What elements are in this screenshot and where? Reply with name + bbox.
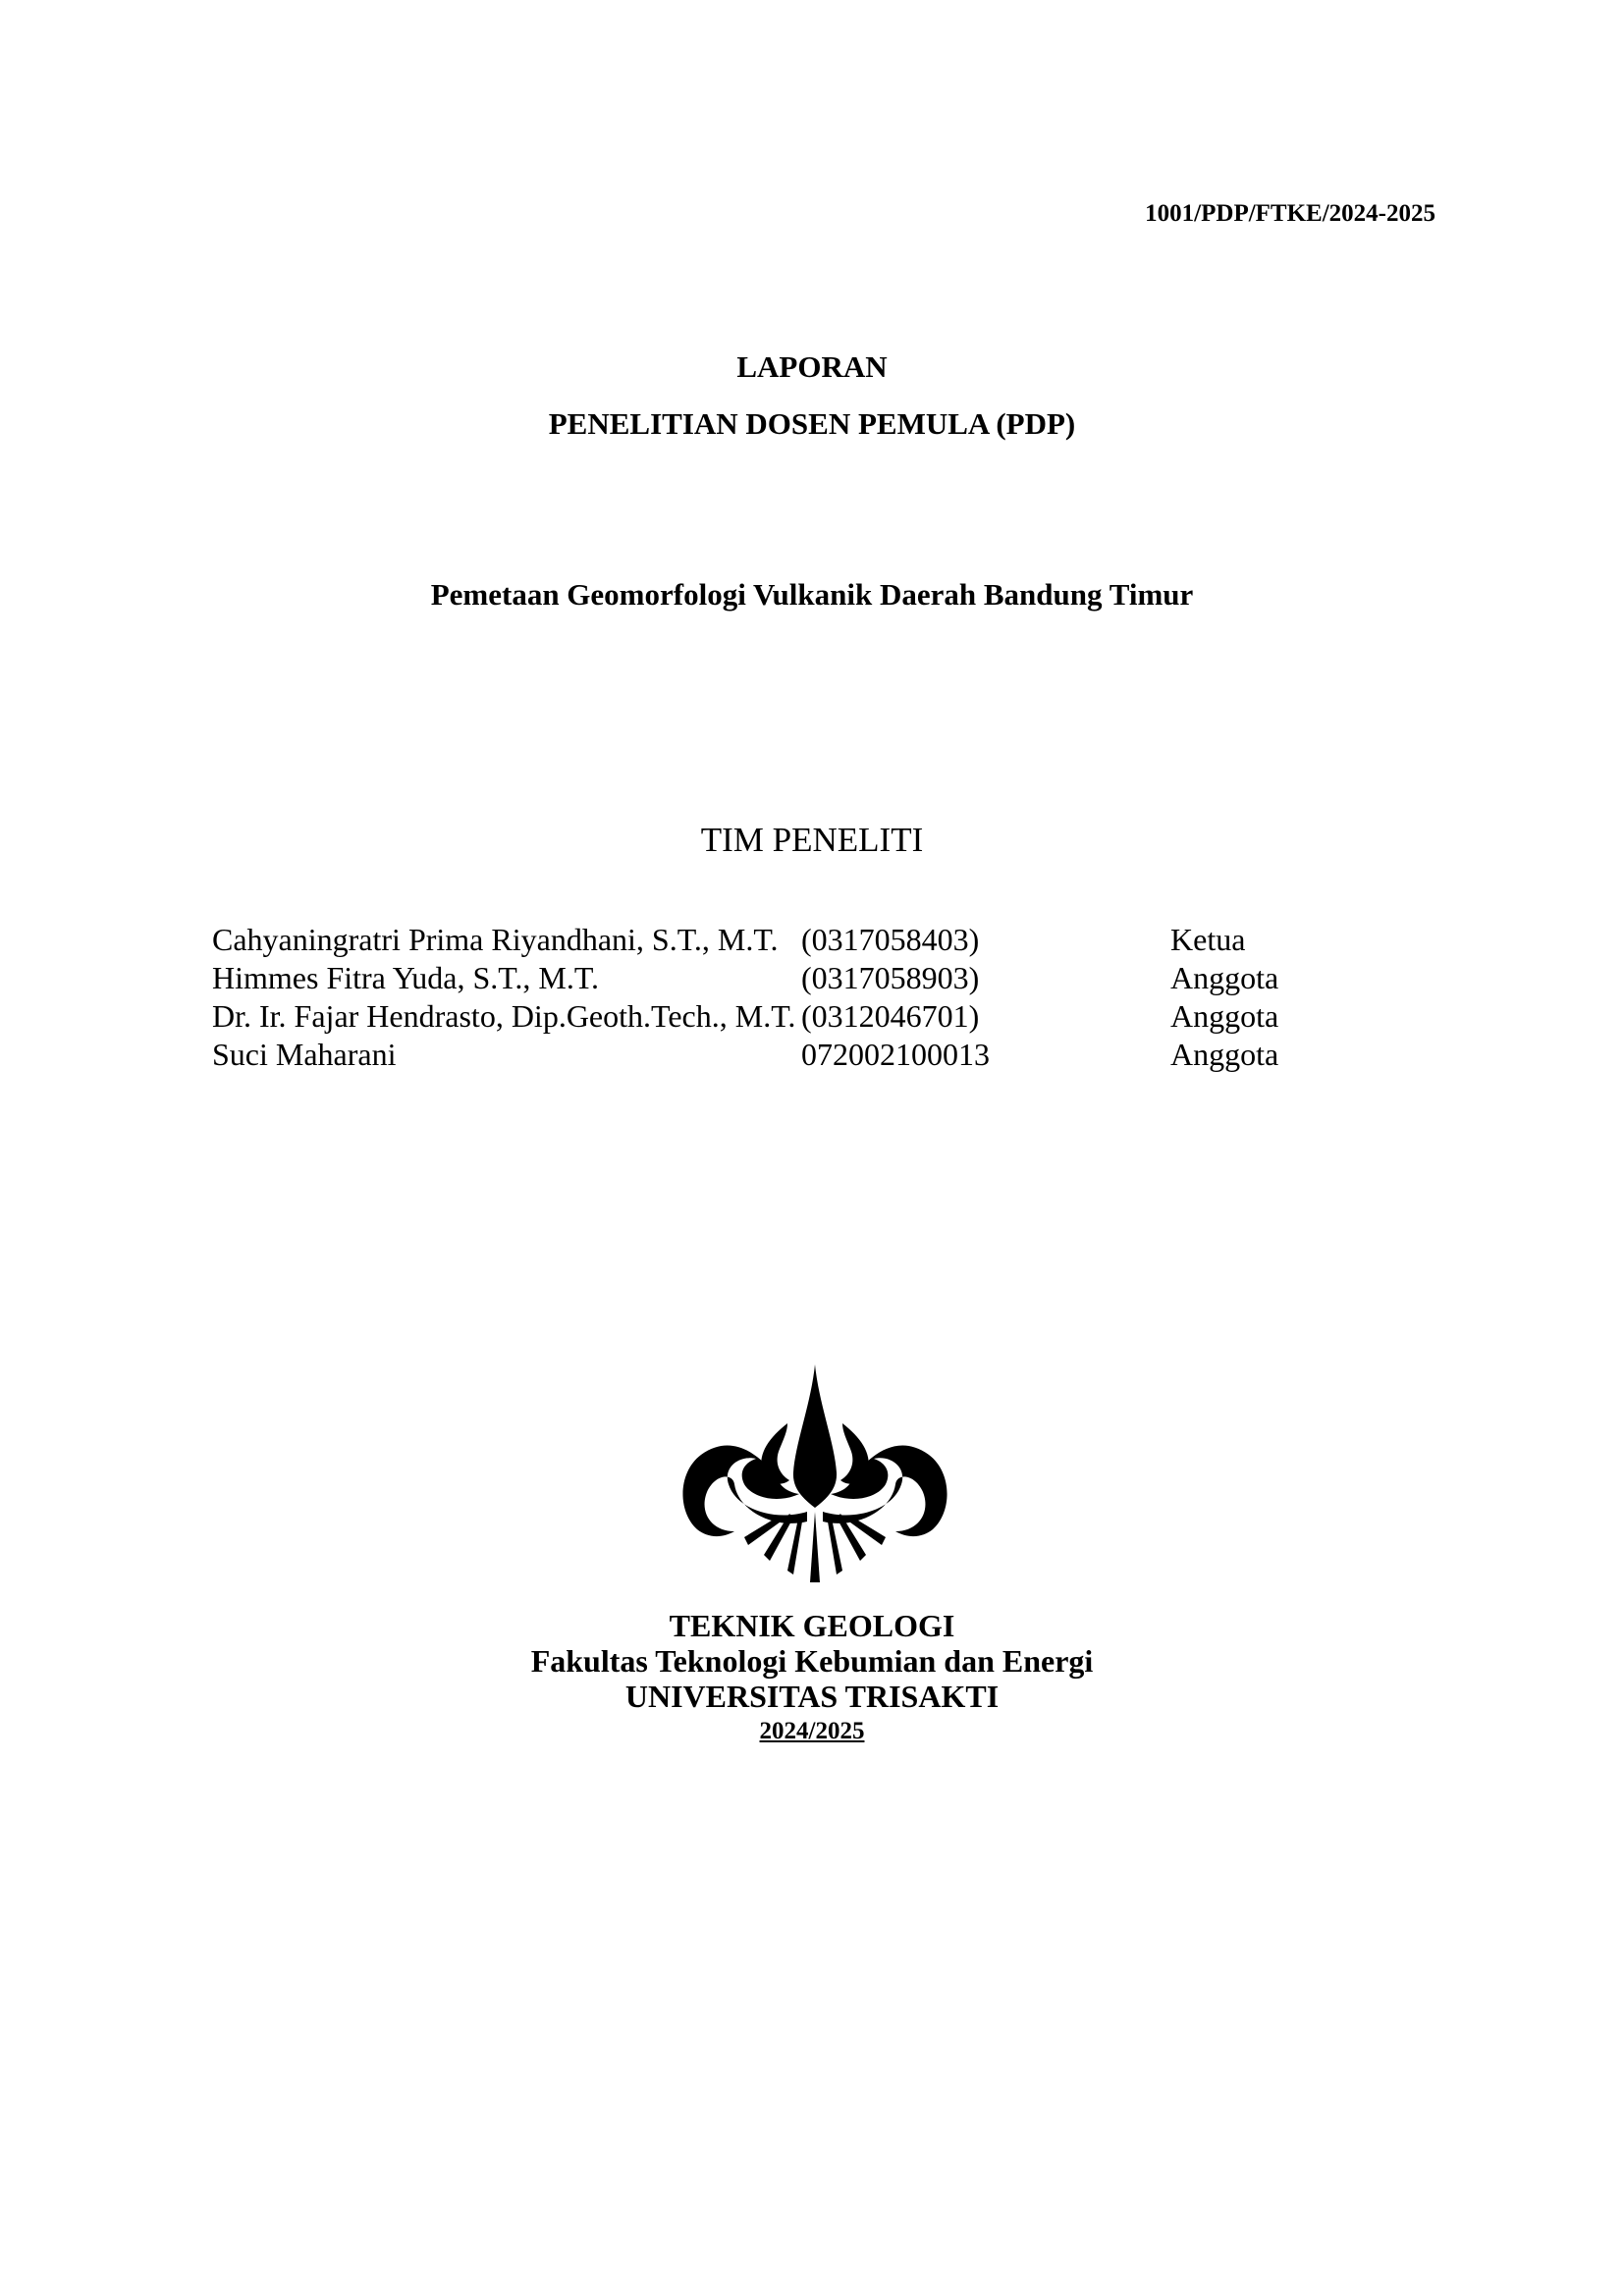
member-name: Suci Maharani: [212, 1037, 397, 1072]
research-title: Pemetaan Geomorfologi Vulkanik Daerah Bandung Timur: [430, 577, 1194, 612]
team-row: [212, 1036, 1367, 1074]
member-id: (0317058403): [801, 922, 980, 957]
team-row: [212, 959, 1367, 997]
member-role: Anggota: [1170, 1037, 1279, 1072]
team-row: [212, 921, 1367, 959]
faculty-name: Fakultas Teknologi Kebumian dan Energi: [530, 1643, 1094, 1679]
team-table: [212, 921, 1367, 1074]
member-name: Cahyaningratri Prima Riyandhani, S.T., M.T.: [212, 922, 779, 957]
member-role: Anggota: [1170, 998, 1279, 1034]
team-heading: TIM PENELITI: [700, 821, 924, 859]
member-role: Anggota: [1170, 960, 1279, 995]
member-id: (0317058903): [801, 960, 980, 995]
report-subtitle: PENELITIAN DOSEN PEMULA (PDP): [548, 406, 1076, 441]
member-id: (0312046701): [801, 998, 980, 1034]
member-name: Himmes Fitra Yuda, S.T., M.T.: [212, 960, 600, 995]
academic-year-block: [0, 1718, 1624, 1745]
document-number: 1001/PDP/FTKE/2024-2025: [1145, 200, 1435, 227]
university-emblem-icon: [677, 1364, 952, 1582]
member-id: 072002100013: [801, 1037, 990, 1072]
department-name: TEKNIK GEOLOGI: [669, 1608, 955, 1643]
report-title: LAPORAN: [736, 349, 888, 384]
team-row: [212, 997, 1367, 1036]
academic-year: 2024/2025: [759, 1718, 865, 1744]
university-name: UNIVERSITAS TRISAKTI: [624, 1679, 1000, 1714]
member-role: Ketua: [1170, 922, 1246, 957]
member-name: Dr. Ir. Fajar Hendrasto, Dip.Geoth.Tech., M.T.: [212, 998, 796, 1034]
